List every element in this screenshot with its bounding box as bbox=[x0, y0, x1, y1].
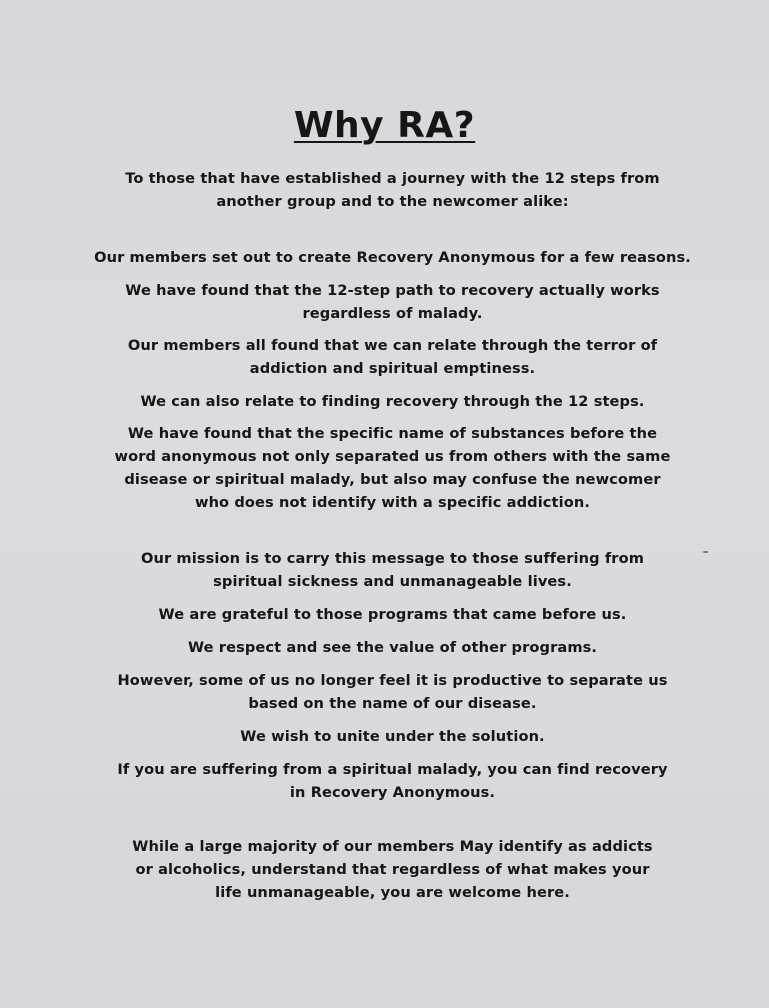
page-title bbox=[0, 104, 769, 148]
paragraph-find-recovery: If you are suffering from a spiritual malady, you can find recovery in Recovery Anonymous. bbox=[117, 761, 668, 801]
paragraph-specific-name: We have found that the specific name of substances before the word anonymous not only separated us from others with the same disease or spiritual malady, but also may confuse the newcomer who does not identify with a specific addiction. bbox=[114, 425, 671, 511]
paragraph-welcome: While a large majority of our members May identify as addicts or alcoholics, understand that regardless of what makes your life unmanageable, you are welcome here. bbox=[132, 838, 653, 901]
paragraph-however: However, some of us no longer feel it is productive to separate us based on the name of our disease. bbox=[117, 672, 668, 712]
paragraph-mission: Our mission is to carry this message to those suffering from spiritual sickness and unmanageable lives. bbox=[140, 550, 645, 590]
paragraph-relate-terror: Our members all found that we can relate through the terror of addiction and spiritual emptiness. bbox=[127, 337, 658, 377]
paragraph-reasons: Our members set out to create Recovery Anonymous for a few reasons. bbox=[94, 249, 691, 266]
paragraph-unite: We wish to unite under the solution. bbox=[240, 728, 545, 745]
page-title-text: Why RA? bbox=[293, 105, 476, 146]
paragraph-intro: To those that have established a journey with the 12 steps from another group and to the newcomer alike: bbox=[125, 170, 660, 210]
paragraph-relate-recovery: We can also relate to finding recovery through the 12 steps. bbox=[140, 393, 645, 410]
paper-mark bbox=[703, 551, 708, 553]
paragraph-path-works: We have found that the 12-step path to recovery actually works regardless of malady. bbox=[125, 282, 660, 322]
paragraph-grateful: We are grateful to those programs that came before us. bbox=[158, 606, 627, 623]
paragraph-respect: We respect and see the value of other programs. bbox=[187, 639, 598, 656]
